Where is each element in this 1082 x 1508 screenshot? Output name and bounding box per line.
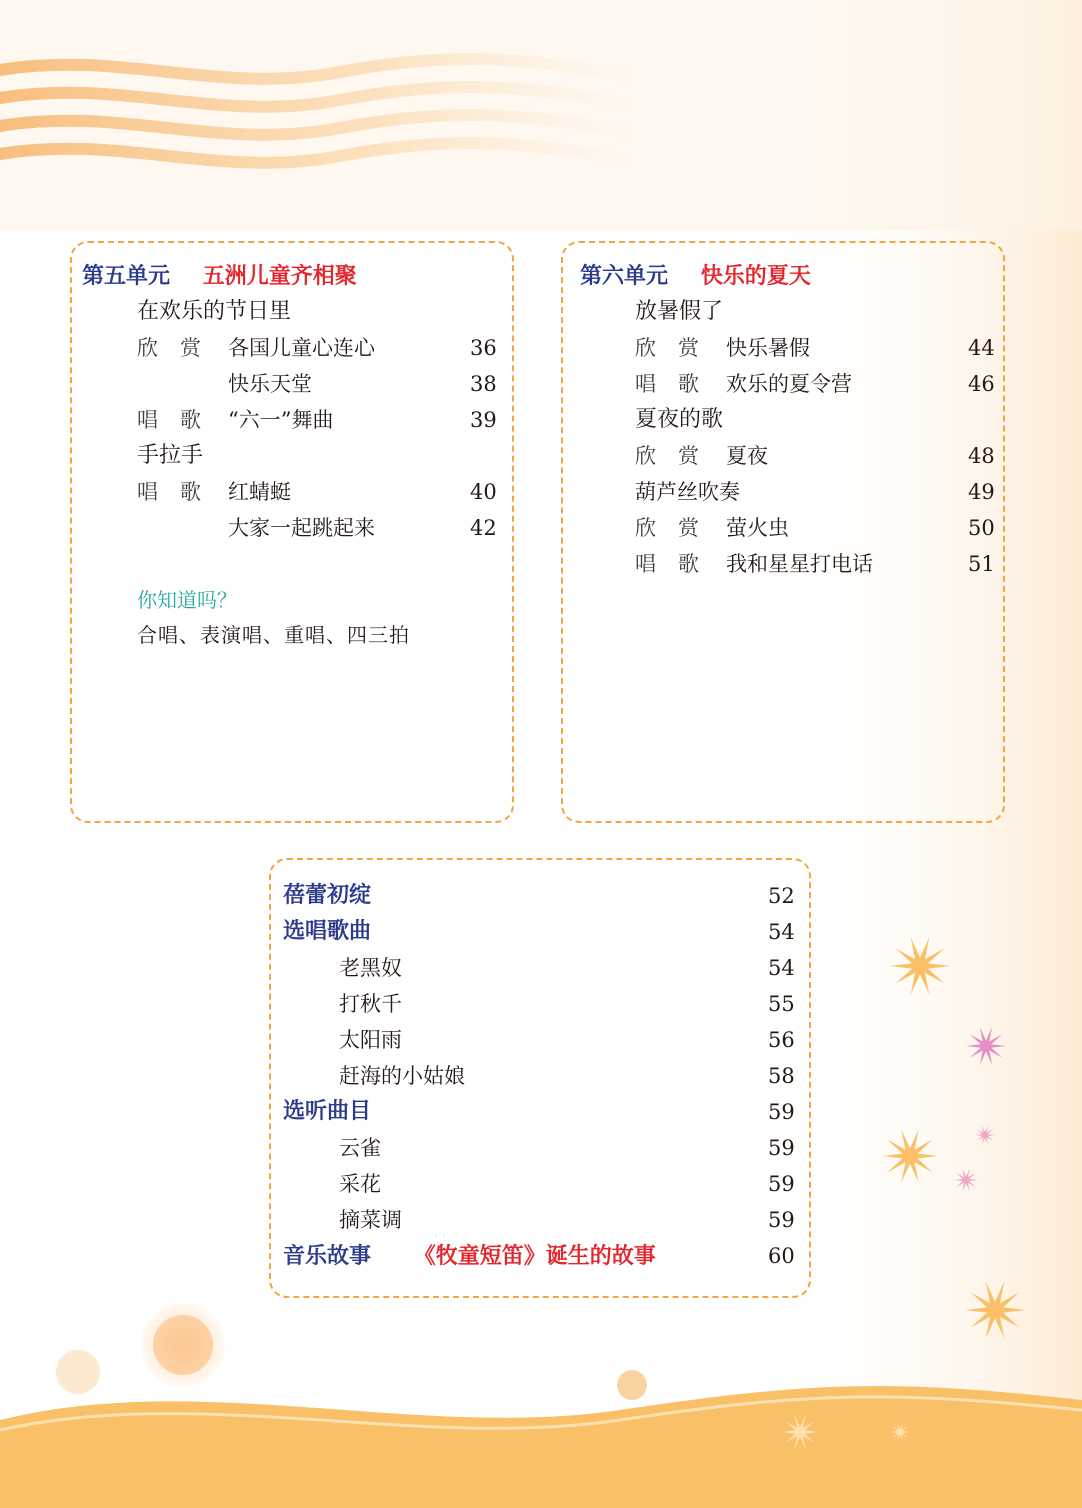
story-entry[interactable]	[283, 1238, 656, 1274]
entry-page: 58	[768, 1064, 795, 1088]
entry-page: 56	[768, 1028, 795, 1052]
entry-category: 欣赏	[137, 336, 223, 360]
entry-title[interactable]: 采花	[339, 1172, 381, 1196]
entry-page: 36	[470, 336, 497, 360]
entry-page: 60	[768, 1244, 795, 1268]
entry-page: 55	[768, 992, 795, 1016]
entry-title[interactable]: 欢乐的夏令营	[726, 372, 852, 396]
entry-page: 44	[968, 336, 995, 360]
beilei-heading[interactable]: 蓓蕾初绽	[283, 883, 372, 908]
entry-page: 46	[968, 372, 995, 396]
toc-entry[interactable]	[635, 330, 721, 366]
entry-title[interactable]: 夏夜	[726, 444, 768, 468]
unit6-label: 第六单元	[580, 264, 669, 289]
entry-page: 50	[968, 516, 995, 540]
entry-title[interactable]: 萤火虫	[726, 516, 789, 540]
entry-page: 48	[968, 444, 995, 468]
toc-entry[interactable]	[635, 438, 721, 474]
entry-title[interactable]: 太阳雨	[339, 1028, 402, 1052]
entry-page: 59	[768, 1136, 795, 1160]
unit5-section2[interactable]: 手拉手	[137, 443, 204, 468]
entry-title[interactable]: 老黑奴	[339, 956, 402, 980]
toc-entry[interactable]	[137, 474, 223, 510]
unit6-section1[interactable]: 放暑假了	[635, 299, 724, 324]
entry-title[interactable]: 打秋千	[339, 992, 402, 1016]
unit5-title: 五洲儿童齐相聚	[202, 264, 357, 289]
entry-page: 59	[768, 1208, 795, 1232]
story-label: 音乐故事	[283, 1244, 372, 1269]
entry-page: 38	[470, 372, 497, 396]
entry-title[interactable]: 红蜻蜓	[228, 480, 291, 504]
entry-category: 唱歌	[137, 408, 223, 432]
unit6-title: 快乐的夏天	[700, 264, 811, 289]
did-you-know-heading: 你知道吗？	[137, 588, 237, 612]
entry-page: 51	[968, 552, 995, 576]
songs-heading[interactable]: 选唱歌曲	[283, 919, 372, 944]
entry-category: 唱歌	[635, 552, 721, 576]
entry-title[interactable]: 我和星星打电话	[726, 552, 873, 576]
entry-category: 欣赏	[635, 444, 721, 468]
entry-title[interactable]: 快乐暑假	[726, 336, 810, 360]
entry-page: 59	[768, 1172, 795, 1196]
unit6-section2[interactable]: 夏夜的歌	[635, 407, 724, 432]
entry-title[interactable]: 各国儿童心连心	[228, 336, 375, 360]
entry-title[interactable]: 摘菜调	[339, 1208, 402, 1232]
entry-category: 欣赏	[635, 516, 721, 540]
entry-title[interactable]: 大家一起跳起来	[228, 516, 375, 540]
unit5-section1[interactable]: 在欢乐的节日里	[137, 299, 292, 324]
entry-page: 54	[768, 956, 795, 980]
did-you-know-text: 合唱、表演唱、重唱、四三拍	[137, 623, 410, 647]
story-title: 《牧童短笛》诞生的故事	[413, 1244, 656, 1269]
unit5-label: 第五单元	[82, 264, 171, 289]
toc-entry[interactable]	[635, 510, 721, 546]
entry-category: 唱歌	[635, 372, 721, 396]
entry-page: 54	[768, 920, 795, 944]
entry-title[interactable]: 快乐天堂	[228, 372, 312, 396]
toc-entry[interactable]	[635, 366, 721, 402]
entry-page: 39	[470, 408, 497, 432]
unit5-heading[interactable]	[82, 258, 357, 294]
entry-category: 唱歌	[137, 480, 223, 504]
listen-heading[interactable]: 选听曲目	[283, 1099, 372, 1124]
entry-title[interactable]: 葫芦丝吹奏	[635, 480, 740, 504]
entry-title[interactable]: “六一”舞曲	[228, 408, 334, 432]
entry-title[interactable]: 赶海的小姑娘	[339, 1064, 465, 1088]
entry-page: 52	[768, 884, 795, 908]
entry-page: 59	[768, 1100, 795, 1124]
entry-page: 49	[968, 480, 995, 504]
toc-entry[interactable]	[137, 402, 223, 438]
entry-title[interactable]: 云雀	[339, 1136, 381, 1160]
entry-category: 欣赏	[635, 336, 721, 360]
toc-entry[interactable]	[635, 546, 721, 582]
entry-page: 40	[470, 480, 497, 504]
entry-page: 42	[470, 516, 497, 540]
unit6-heading[interactable]	[580, 258, 811, 294]
